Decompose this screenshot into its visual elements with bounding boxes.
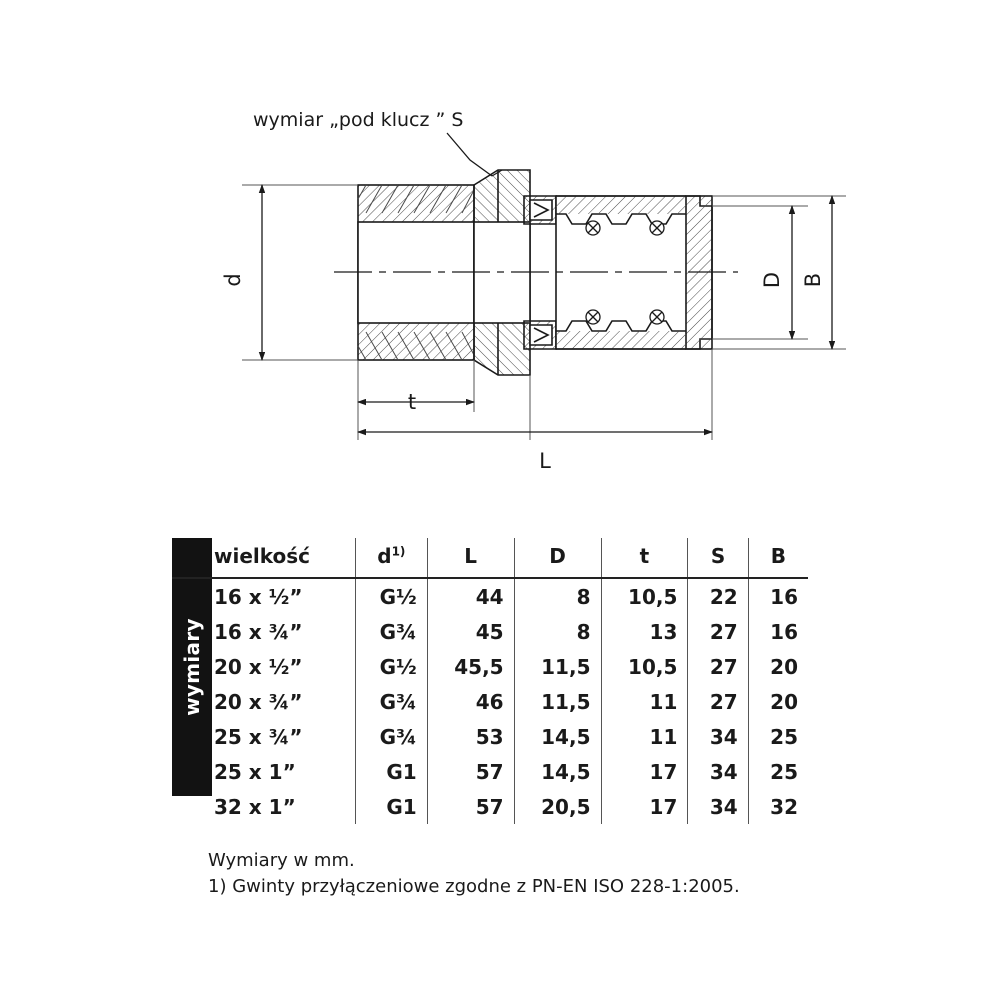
table-cell-S: 27 [688, 614, 748, 649]
dimensions-table [172, 538, 808, 824]
table-cell-D: 11,5 [514, 649, 601, 684]
table-row [172, 754, 808, 789]
table-header-row [172, 538, 808, 578]
table-cell-S: 22 [688, 578, 748, 614]
footnote-threads: 1) Gwinty przyłączeniowe zgodne z PN-EN ISO 228-1:2005. [208, 876, 740, 898]
table-cell-L: 46 [427, 684, 514, 719]
table-cell-B: 16 [748, 578, 808, 614]
table-cell-L: 57 [427, 789, 514, 824]
table-cell-wielkosc: 32 x 1” [172, 789, 355, 824]
table-cell-t: 11 [601, 719, 688, 754]
column-header-d-text: d [377, 543, 392, 568]
column-header-S: S [688, 538, 748, 578]
table-row [172, 789, 808, 824]
column-header-L: L [427, 538, 514, 578]
table-cell-L: 57 [427, 754, 514, 789]
dimensions-table-wrapper [172, 538, 812, 824]
dimension-label-L: L [539, 449, 551, 473]
table-row [172, 719, 808, 754]
dimension-label-t: t [407, 390, 417, 414]
table-cell-wielkosc: 25 x ¾” [172, 719, 355, 754]
callout-label-s: wymiar „pod klucz ” S [253, 109, 464, 131]
table-cell-d: G¾ [355, 719, 427, 754]
table-cell-d: G¾ [355, 614, 427, 649]
table-cell-L: 45 [427, 614, 514, 649]
table-cell-L: 45,5 [427, 649, 514, 684]
dimension-label-d: d [221, 273, 245, 287]
table-side-label-text: wymiary [180, 618, 204, 716]
column-header-wielkosc: wielkość [172, 538, 355, 578]
table-cell-B: 20 [748, 684, 808, 719]
table-cell-t: 10,5 [601, 649, 688, 684]
dimension-label-B: B [801, 272, 825, 288]
table-cell-S: 34 [688, 719, 748, 754]
table-cell-d: G½ [355, 649, 427, 684]
table-cell-t: 17 [601, 789, 688, 824]
table-cell-t: 10,5 [601, 578, 688, 614]
table-cell-wielkosc: 20 x ½” [172, 649, 355, 684]
table-cell-L: 44 [427, 578, 514, 614]
column-header-D: D [514, 538, 601, 578]
table-cell-t: 11 [601, 684, 688, 719]
table-cell-B: 16 [748, 614, 808, 649]
table-cell-d: G1 [355, 754, 427, 789]
table-row [172, 578, 808, 614]
table-cell-D: 11,5 [514, 684, 601, 719]
table-cell-B: 25 [748, 754, 808, 789]
table-cell-D: 8 [514, 578, 601, 614]
table-cell-S: 34 [688, 754, 748, 789]
footnote-units: Wymiary w mm. [208, 850, 355, 871]
table-cell-L: 53 [427, 719, 514, 754]
column-header-d-superscript: 1) [391, 543, 406, 558]
table-cell-wielkosc: 16 x ¾” [172, 614, 355, 649]
table-row [172, 614, 808, 649]
table-body [172, 578, 808, 824]
table-cell-S: 27 [688, 684, 748, 719]
table-cell-d: G¾ [355, 684, 427, 719]
table-row [172, 684, 808, 719]
table-cell-D: 14,5 [514, 719, 601, 754]
table-cell-S: 27 [688, 649, 748, 684]
table-cell-S: 34 [688, 789, 748, 824]
table-cell-wielkosc: 25 x 1” [172, 754, 355, 789]
table-cell-B: 32 [748, 789, 808, 824]
table-cell-D: 8 [514, 614, 601, 649]
column-header-B: B [748, 538, 808, 578]
column-header-t: t [601, 538, 688, 578]
table-cell-D: 20,5 [514, 789, 601, 824]
table-cell-B: 25 [748, 719, 808, 754]
table-cell-d: G½ [355, 578, 427, 614]
table-cell-t: 13 [601, 614, 688, 649]
dimension-label-D: D [760, 271, 784, 289]
column-header-d [355, 538, 427, 578]
footnotes [208, 848, 740, 900]
table-cell-wielkosc: 20 x ¾” [172, 684, 355, 719]
table-cell-B: 20 [748, 649, 808, 684]
table-cell-t: 17 [601, 754, 688, 789]
table-cell-D: 14,5 [514, 754, 601, 789]
table-cell-d: G1 [355, 789, 427, 824]
table-row [172, 649, 808, 684]
table-cell-wielkosc: 16 x ½” [172, 578, 355, 614]
